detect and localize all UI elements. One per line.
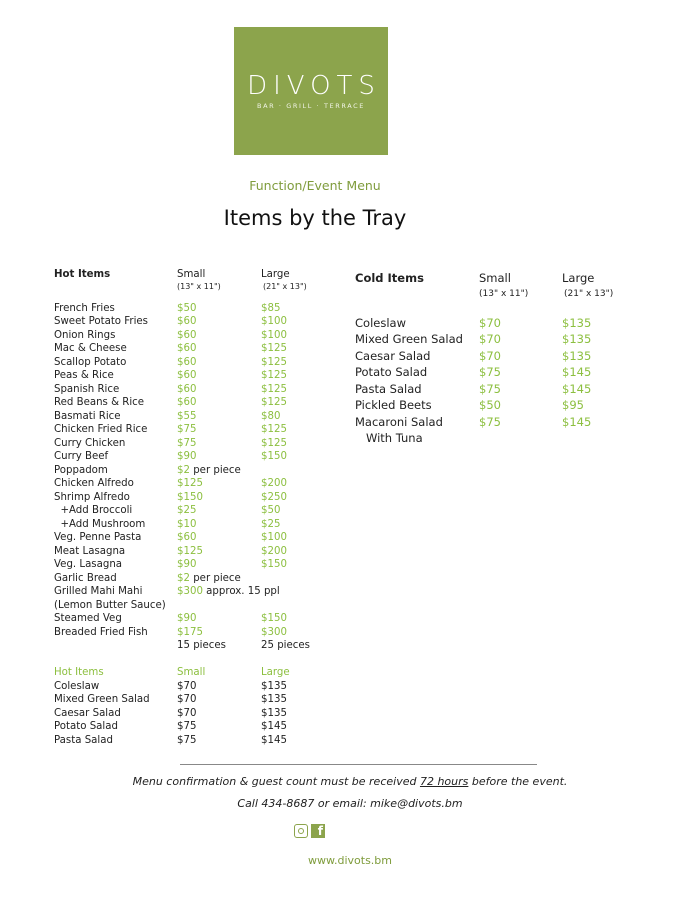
large-price	[261, 383, 287, 397]
large-price-value: $150	[261, 559, 287, 570]
small-price	[177, 464, 241, 478]
item-name: Macaroni Salad	[355, 414, 443, 429]
item-name: Red Beans & Rice	[54, 397, 145, 408]
large-price-value: $125	[261, 397, 287, 408]
small-price	[177, 639, 226, 653]
divots-logo	[234, 27, 388, 155]
large-price-value: $150	[261, 613, 287, 624]
contact-info: Call 434-8687 or email: mike@divots.bm	[237, 797, 463, 810]
hot-items-dims	[54, 282, 344, 294]
small-price-value: $75	[177, 437, 197, 449]
item-name: Pasta Salad	[355, 381, 422, 396]
item-name: (Lemon Butter Sauce)	[54, 599, 166, 611]
large-price	[261, 626, 287, 640]
large-price-value: $135	[261, 680, 287, 692]
small-price	[177, 491, 203, 505]
large-price	[261, 558, 287, 572]
large-price-value: $85	[261, 302, 281, 314]
large-price	[562, 414, 591, 431]
table-row	[355, 414, 645, 431]
table-row	[54, 437, 344, 451]
price-note: per piece	[189, 572, 241, 584]
item-name: Mixed Green Salad	[54, 694, 150, 705]
small-price-value: $75	[479, 414, 501, 429]
large-price	[261, 410, 280, 424]
column-header-large: Large	[562, 271, 595, 285]
large-price-value: $125	[261, 343, 287, 354]
small-price-value: $175	[177, 626, 203, 638]
large-dimensions: (21" x 13")	[564, 288, 614, 299]
small-price-value: $60	[177, 356, 197, 368]
large-price-value: $145	[562, 414, 592, 429]
small-price-value: $150	[177, 491, 203, 503]
column-header-small: Small	[479, 271, 511, 285]
item-name: Poppadom	[54, 464, 108, 476]
small-price-value: $300	[177, 586, 203, 597]
large-price-value: $125	[261, 370, 287, 381]
large-price	[261, 356, 287, 370]
large-price	[261, 369, 287, 383]
small-price	[479, 348, 501, 365]
item-name: Scallop Potato	[54, 356, 127, 368]
website-link[interactable]: www.divots.bm	[308, 854, 392, 867]
small-price	[177, 734, 196, 748]
small-price-value: $25	[177, 505, 197, 516]
table-row	[54, 410, 344, 424]
small-price	[479, 315, 501, 332]
large-price	[261, 518, 280, 532]
table-row	[54, 396, 344, 410]
small-price	[177, 329, 196, 343]
price-note: per piece	[189, 464, 241, 476]
large-price	[261, 491, 287, 505]
small-price-value: $70	[479, 315, 501, 330]
small-price	[177, 707, 196, 721]
hot-items-header	[54, 268, 344, 282]
large-price	[261, 531, 287, 545]
small-price-value: $60	[177, 532, 197, 543]
item-name: +Add Mushroom	[54, 518, 146, 530]
column-header-small: Small	[177, 269, 206, 280]
small-price	[177, 720, 196, 734]
small-price	[177, 518, 196, 532]
table-row	[54, 477, 344, 491]
item-name: Pasta Salad	[54, 734, 113, 746]
large-price-value: $100	[261, 329, 287, 341]
item-name: Veg. Penne Pasta	[54, 532, 142, 543]
table-row	[54, 302, 344, 316]
large-price	[261, 477, 287, 491]
small-price	[479, 414, 501, 431]
table-row	[54, 342, 344, 356]
table-row	[54, 369, 344, 383]
table-row	[54, 585, 344, 599]
large-price	[562, 381, 591, 398]
small-price	[177, 612, 196, 626]
table-row	[355, 397, 645, 414]
small-price	[177, 450, 196, 464]
small-price	[177, 315, 196, 329]
table-row	[54, 450, 344, 464]
small-price	[177, 585, 280, 599]
small-price-value: $70	[479, 332, 501, 346]
small-price-value: $75	[479, 365, 501, 379]
large-price-value: $125	[261, 383, 287, 395]
large-price-value: $135	[261, 707, 287, 719]
price-note: 15 pieces	[177, 640, 226, 651]
large-price-value: $80	[261, 410, 281, 422]
table-row	[54, 531, 344, 545]
large-price	[261, 545, 287, 559]
small-price-value: $60	[177, 343, 197, 354]
small-price-value: $90	[177, 613, 197, 624]
small-price	[177, 531, 196, 545]
table-row	[54, 639, 344, 653]
small-price	[177, 396, 196, 410]
menu-subtitle: Function/Event Menu	[249, 178, 381, 193]
large-price-value: $145	[562, 381, 592, 396]
table-row	[355, 331, 645, 348]
table-row	[54, 423, 344, 437]
column-header-item: Cold Items	[355, 271, 424, 285]
table-row	[355, 315, 645, 332]
small-price-value: $125	[177, 545, 203, 557]
table-row	[54, 464, 344, 478]
item-name: Mac & Cheese	[54, 343, 127, 354]
small-price-value: $2	[177, 464, 190, 476]
table-row	[54, 491, 344, 505]
table-row	[355, 364, 645, 381]
small-price-value: $60	[177, 329, 197, 341]
item-name: Garlic Bread	[54, 572, 117, 584]
large-price	[562, 348, 591, 365]
second-items-table	[54, 666, 344, 747]
note-text-end: before the event.	[468, 775, 568, 788]
item-name: Veg. Lasagna	[54, 559, 123, 570]
item-name: Curry Beef	[54, 451, 109, 462]
small-price	[479, 397, 501, 414]
small-price	[177, 410, 196, 424]
small-price-value: $50	[479, 398, 501, 412]
small-price	[479, 381, 501, 398]
large-price	[261, 423, 287, 437]
small-price-value: $70	[177, 680, 197, 692]
table-row	[54, 329, 344, 343]
item-name: Caesar Salad	[54, 707, 121, 719]
large-price	[261, 720, 287, 734]
item-name: Potato Salad	[54, 721, 118, 732]
small-price-value: $75	[177, 424, 197, 435]
table-row	[355, 348, 645, 365]
price-note: approx. 15 ppl	[202, 586, 280, 597]
large-price	[261, 680, 287, 694]
table-row	[355, 430, 645, 447]
table-row	[54, 720, 344, 734]
table-row	[54, 612, 344, 626]
item-name: Pickled Beets	[355, 398, 432, 412]
small-price	[177, 356, 196, 370]
small-price-value: $70	[479, 348, 501, 363]
table-row	[54, 504, 344, 518]
large-price	[261, 396, 287, 410]
small-price-value: $2	[177, 572, 190, 584]
small-price-value: $90	[177, 451, 197, 462]
large-price	[261, 329, 287, 343]
item-name: Spanish Rice	[54, 383, 120, 395]
small-price	[177, 572, 241, 586]
large-price-value: $135	[562, 332, 592, 346]
small-price	[177, 342, 196, 356]
large-price-value: $100	[261, 532, 287, 543]
large-price-value: $125	[261, 356, 287, 368]
price-note: 25 pieces	[261, 640, 310, 651]
item-name: +Add Broccoli	[54, 505, 133, 516]
large-price	[261, 612, 287, 626]
small-price	[177, 302, 196, 316]
small-price-value: $50	[177, 302, 197, 314]
table-row	[54, 572, 344, 586]
small-price	[177, 383, 196, 397]
small-price	[177, 545, 203, 559]
large-price	[562, 364, 591, 381]
large-price	[261, 437, 287, 451]
large-price-value: $150	[261, 451, 287, 462]
large-price	[261, 504, 280, 518]
table-row	[54, 693, 344, 707]
table-row	[54, 680, 344, 694]
small-price	[177, 693, 196, 707]
small-price	[177, 558, 196, 572]
column-header-small: Small	[177, 667, 206, 678]
table-row	[54, 558, 344, 572]
small-price	[479, 364, 501, 381]
item-name: French Fries	[54, 302, 115, 314]
logo-name: DIVOTS	[247, 70, 381, 101]
column-header-large: Large	[261, 269, 290, 280]
cold-items-dims	[355, 287, 645, 301]
small-price	[177, 423, 196, 437]
item-name: Breaded Fried Fish	[54, 626, 148, 638]
large-price	[261, 342, 287, 356]
large-price-value: $145	[261, 734, 287, 746]
column-header-item: Hot Items	[54, 667, 104, 678]
small-price	[177, 504, 196, 518]
item-name: Grilled Mahi Mahi	[54, 586, 143, 597]
table-row	[54, 734, 344, 748]
large-price	[261, 693, 287, 707]
large-price-value: $125	[261, 437, 287, 449]
small-price-value: $55	[177, 410, 197, 422]
large-dimensions: (21" x 13")	[263, 281, 307, 291]
table-row	[355, 381, 645, 398]
small-price-value: $60	[177, 370, 197, 381]
large-price-value: $125	[261, 424, 287, 435]
small-price-value: $90	[177, 559, 197, 570]
table-row	[54, 383, 344, 397]
small-price	[177, 477, 203, 491]
hot-items-table	[54, 268, 344, 653]
large-price-value: $135	[562, 315, 592, 330]
small-price-value: $10	[177, 518, 197, 530]
small-price	[177, 369, 196, 383]
small-price-value: $60	[177, 383, 197, 395]
large-price	[562, 331, 591, 348]
second-items-header	[54, 666, 344, 680]
item-name: Sweet Potato Fries	[54, 316, 148, 327]
table-row	[54, 315, 344, 329]
large-price-value: $145	[261, 721, 287, 732]
large-price	[261, 639, 310, 653]
small-price	[177, 437, 196, 451]
table-row	[54, 545, 344, 559]
item-name: Chicken Fried Rice	[54, 424, 148, 435]
large-price	[261, 302, 280, 316]
item-name: Onion Rings	[54, 329, 116, 341]
note-text: Menu confirmation & guest count must be received	[132, 775, 420, 788]
item-name: Chicken Alfredo	[54, 478, 134, 489]
item-name: Curry Chicken	[54, 437, 126, 449]
facebook-icon[interactable]: f	[311, 824, 325, 838]
large-price	[562, 315, 591, 332]
confirmation-note	[0, 775, 700, 788]
social-links	[294, 824, 325, 838]
table-row	[54, 707, 344, 721]
item-name: Coleslaw	[355, 315, 406, 330]
instagram-icon[interactable]	[294, 824, 308, 838]
note-deadline: 72 hours	[419, 775, 469, 788]
item-name: With Tuna	[355, 431, 423, 445]
large-price	[562, 397, 584, 414]
small-price	[177, 626, 203, 640]
item-name: Basmati Rice	[54, 410, 121, 422]
large-price	[261, 707, 287, 721]
large-price-value: $100	[261, 316, 287, 327]
item-name: Caesar Salad	[355, 348, 431, 363]
small-dimensions: (13" x 11")	[177, 281, 221, 291]
large-price	[261, 315, 287, 329]
logo-tagline: BAR · GRILL · TERRACE	[257, 101, 365, 110]
small-dimensions: (13" x 11")	[479, 288, 529, 299]
item-name: Meat Lasagna	[54, 545, 126, 557]
large-price-value: $300	[261, 626, 287, 638]
table-row	[54, 626, 344, 640]
large-price-value: $50	[261, 505, 281, 516]
small-price	[479, 331, 501, 348]
item-name: Mixed Green Salad	[355, 332, 463, 346]
table-row	[54, 356, 344, 370]
large-price-value: $250	[261, 491, 287, 503]
small-price	[177, 680, 196, 694]
large-price-value: $200	[261, 545, 287, 557]
large-price-value: $145	[562, 365, 592, 379]
table-row	[54, 518, 344, 532]
large-price	[261, 734, 287, 748]
small-price-value: $70	[177, 694, 197, 705]
small-price-value: $75	[177, 734, 197, 746]
item-name: Potato Salad	[355, 365, 428, 379]
page-title: Items by the Tray	[223, 206, 407, 230]
table-row	[54, 599, 344, 613]
large-price-value: $25	[261, 518, 281, 530]
item-name: Steamed Veg	[54, 613, 122, 624]
small-price-value: $60	[177, 397, 197, 408]
large-price-value: $200	[261, 478, 287, 489]
large-price-value: $135	[261, 694, 287, 705]
item-name: Coleslaw	[54, 680, 100, 692]
large-price-value: $95	[562, 398, 584, 412]
cold-items-table	[355, 270, 645, 447]
item-name: Shrimp Alfredo	[54, 491, 130, 503]
small-price-value: $70	[177, 707, 197, 719]
large-price-value: $135	[562, 348, 592, 363]
small-price-value: $75	[479, 381, 501, 396]
item-name: Peas & Rice	[54, 370, 114, 381]
small-price-value: $60	[177, 316, 197, 327]
column-header-item: Hot Items	[54, 269, 111, 280]
small-price-value: $125	[177, 478, 203, 489]
footer-divider	[180, 764, 537, 765]
column-header-large: Large	[261, 667, 290, 678]
small-price-value: $75	[177, 721, 197, 732]
cold-items-header	[355, 270, 645, 287]
large-price	[261, 450, 287, 464]
